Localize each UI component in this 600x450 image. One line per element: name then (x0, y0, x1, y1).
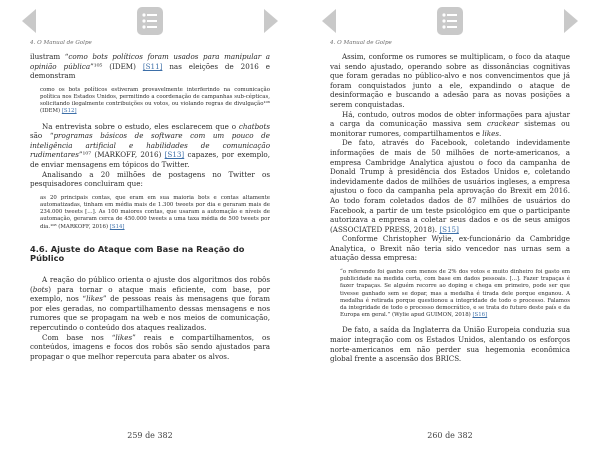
citation-link[interactable]: [S15] (439, 224, 459, 234)
chevron-right-icon (552, 6, 586, 36)
chevron-right-icon (252, 6, 286, 36)
paragraph: A reação do público orienta o ajuste dos algoritmos dos robôs (bots) para tornar o ataque mais eficiente, com base, por exemplo, nos “likes” de pessoas reais às mensagens que foram por eles geradas, no compartilhamento dessas mensagens e nos rumores que se propagam na web e nos meios de comunicação, repercutindo o conteúdo dos ataques realizados. (30, 274, 270, 332)
block-quote: as 20 principais contas, que eram em sua maioria bots e contas altamente automatizadas, tinham em média mais de 1.300 tweets por dia e geraram mais de 234.000 tweets […]. As 100 maiores contas, que usaram a automação e níveis de automação, geraram cerca de 450.000 tweets a uma taxa média de 500 tweets por dia.¹⁰⁸ (MARKOFF, 2016) [S14] (40, 194, 270, 230)
citation-link[interactable]: [S14] (109, 223, 125, 230)
prev-page-button[interactable] (314, 6, 348, 36)
right-page-content (330, 52, 570, 364)
block-quote: como os bots políticos estiveram provavelmente interferindo na comunicação política nos Estados Unidos, permitindo a coordenação de campanhas sub-cépticas, solicitando ilegalmente contribuições ou votos, ou violando regras de divulgação¹⁰⁶ (IDEM) [S12] (40, 86, 270, 115)
citation-link[interactable]: [S16] (472, 312, 488, 319)
paragraph: Analisando a 20 milhões de postagens no Twitter os pesquisadores concluiram que: (30, 169, 270, 189)
right-nav-bar (308, 6, 592, 36)
paragraph: Na entrevista sobre o estudo, eles esclarecem que o chatbots são “programas básicos de software com um pouco de inteligência artificial e habilidades de comunicação rudimentares”¹⁰⁷ (MARKOFF, 2016) [S13] capazes, por exemplo, de enviar mensagens em tópicos do Twitter. (30, 121, 270, 169)
paragraph: Assim, conforme os rumores se multiplicam, o foco da ataque vai sendo ajustado, operando sobre as dissonâncias cognitivas que foram geradas no público-alvo e nos convencimentos que já foram conquistados junto a ele, expandindo o ataque de desinformação e buscando a adesão para as novas posições a serem conquistadas. (330, 52, 570, 109)
menu-icon (133, 6, 167, 36)
prev-page-button[interactable] (14, 6, 48, 36)
chapter-header: 4. O Manual de Golpe (330, 40, 392, 46)
chevron-left-icon (314, 6, 348, 36)
paragraph: ilustram “como bots políticos foram usados para manipular a opinião pública”¹⁰⁵ (IDEM) [S11] nas eleições de 2016 e demonstram (30, 52, 270, 81)
section-heading: 4.6. Ajuste do Ataque com Base na Reação do Público (30, 243, 245, 264)
right-page (300, 0, 600, 450)
next-page-button[interactable] (252, 6, 286, 36)
chevron-left-icon (14, 6, 48, 36)
left-nav-bar (8, 6, 292, 36)
menu-icon (433, 6, 467, 36)
paragraph: De fato, a saída da Inglaterra da União Europeia conduzia sua maior integração com os Estados Unidos, alentando os esforços norte-americanos em não perder sua hegemonia econômica global frente a ascensão dos BRICS. (330, 325, 570, 364)
paragraph: Conforme Christopher Wylie, ex-funcionário da Cambridge Analytica, o Brexit não teria sido vencedor nas urnas sem a atuação dessa empresa: (330, 234, 570, 263)
next-page-button[interactable] (552, 6, 586, 36)
menu-button[interactable] (433, 6, 467, 36)
menu-button[interactable] (133, 6, 167, 36)
left-page-content (30, 52, 270, 361)
chapter-header: 4. O Manual de Golpe (30, 40, 92, 46)
citation-link[interactable]: [S13] (164, 150, 185, 160)
paragraph: Há, contudo, outros modos de obter informações para ajustar a carga da comunicação massiva sem crackear sistemas ou monitorar rumores, compartilhamentos e likes. (330, 109, 570, 138)
citation-link[interactable]: [S11] (142, 61, 163, 71)
paragraph: De fato, através do Facebook, coletando indevidamente informações de mais de 50 milhões de norte-americanos, a empresa Cambridge Analytica ajustou o foco da campanha de Donald Trump à presidência dos Estados Unidos e, coletando indevidamente dados de milhões de usuários ingleses, a empresa ajustou o foco da campanha pela aprovação do Brexit em 2016. Ao todo foram coletados dados de 87 milhões de usuários do Facebook, a partir de um teste psicológico em que o participante autorizava a empresa a coletar seus dados e os de seus amigos (ASSOCIATED PRESS, 2018). [S15] (330, 138, 570, 234)
page-number: 259 de 382 (127, 431, 173, 440)
citation-link[interactable]: [S12] (61, 108, 77, 115)
block-quote: “o referendo foi ganho com menos de 2% dos votos e muito dinheiro foi gasto em publicidade na medida certa, com base em dados pessoais. [...]. Fazer trapaças é fazer trapaças. Se alguém recorre ao doping e chega em primeiro, pode ser que tivesse ganhado sem se dopar, mas a medalha é tirada dele porque enganou. A medalha é retirada porque questionou a integridade de todo o processo. Falamos da integridade de todo o processo democrático, e se trata do futuro deste país e da Europa em geral.” (Wylie apud GUIMON, 2018) [S16] (340, 269, 570, 319)
paragraph: Com base nos “likes” reais e compartilhamentos, os conteúdos, imagens e focos dos robôs são sendo ajustados para propagar o que melhor repercuta para abater os alvos. (30, 332, 270, 361)
page-number: 260 de 382 (427, 431, 473, 440)
